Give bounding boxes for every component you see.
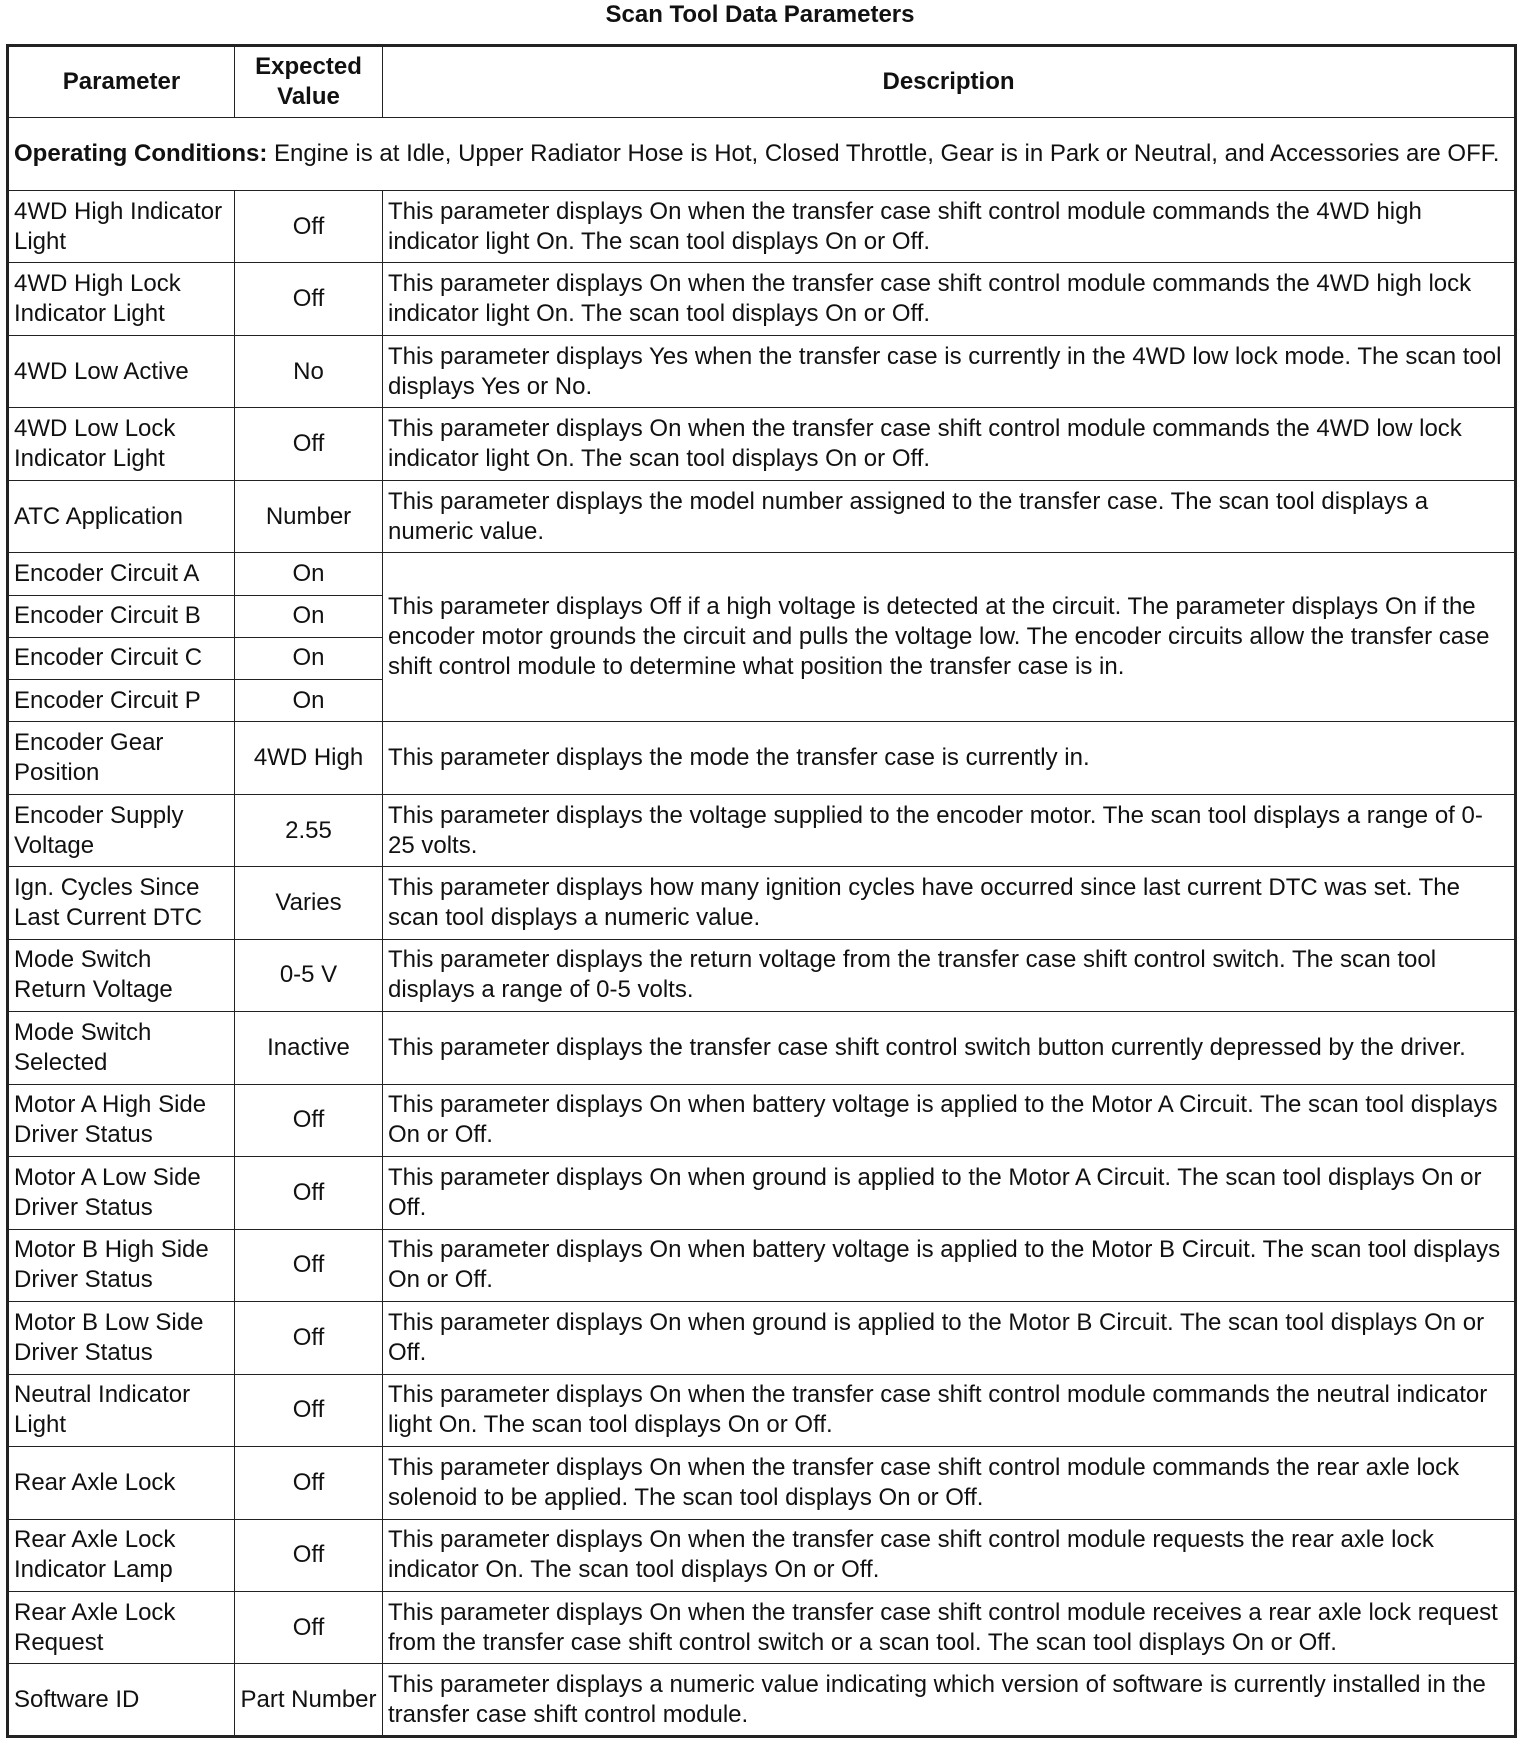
- parameters-table: [6, 44, 1517, 1738]
- description-cell: This parameter displays the transfer case shift control switch button currently depressed by the driver.: [383, 1012, 1516, 1084]
- expected-value-cell: On: [235, 595, 383, 637]
- description-cell: This parameter displays On when ground is applied to the Motor A Circuit. The scan tool displays On or Off.: [383, 1157, 1516, 1229]
- table-row: [8, 722, 1516, 794]
- operating-conditions-row: [8, 118, 1516, 190]
- table-row: [8, 190, 1516, 262]
- header-expected-value: Expected Value: [235, 46, 383, 118]
- expected-value-cell: Part Number: [235, 1664, 383, 1737]
- parameter-cell: Neutral Indicator Light: [8, 1374, 235, 1446]
- parameter-cell: Motor A Low Side Driver Status: [8, 1157, 235, 1229]
- description-cell: This parameter displays On when the transfer case shift control module receives a rear axle lock request from the transfer case shift control switch or a scan tool. The scan tool displays On or Off.: [383, 1591, 1516, 1663]
- parameter-cell: Rear Axle Lock Request: [8, 1591, 235, 1663]
- description-cell: This parameter displays the model number assigned to the transfer case. The scan tool displays a numeric value.: [383, 480, 1516, 552]
- parameter-cell: Rear Axle Lock: [8, 1447, 235, 1519]
- description-cell: This parameter displays the voltage supplied to the encoder motor. The scan tool displays a range of 0-25 volts.: [383, 794, 1516, 866]
- description-cell: This parameter displays On when battery voltage is applied to the Motor A Circuit. The scan tool displays On or Off.: [383, 1084, 1516, 1156]
- expected-value-cell: Off: [235, 1302, 383, 1374]
- expected-value-cell: Off: [235, 1229, 383, 1301]
- table-row: [8, 1012, 1516, 1084]
- parameter-cell: Encoder Circuit C: [8, 637, 235, 679]
- parameter-cell: Encoder Gear Position: [8, 722, 235, 794]
- table-row: [8, 939, 1516, 1011]
- table-row: [8, 1591, 1516, 1663]
- description-cell: This parameter displays On when battery voltage is applied to the Motor B Circuit. The scan tool displays On or Off.: [383, 1229, 1516, 1301]
- parameter-cell: Software ID: [8, 1664, 235, 1737]
- parameter-cell: Encoder Circuit P: [8, 680, 235, 722]
- table-row: [8, 794, 1516, 866]
- parameter-cell: 4WD High Lock Indicator Light: [8, 263, 235, 335]
- parameter-cell: ATC Application: [8, 480, 235, 552]
- expected-value-cell: 0-5 V: [235, 939, 383, 1011]
- expected-value-cell: Off: [235, 263, 383, 335]
- table-row: [8, 1664, 1516, 1737]
- table-row: [8, 1374, 1516, 1446]
- table-row: [8, 553, 1516, 595]
- header-description: Description: [383, 46, 1516, 118]
- description-cell: This parameter displays On when ground is applied to the Motor B Circuit. The scan tool displays On or Off.: [383, 1302, 1516, 1374]
- operating-conditions-label: Operating Conditions:: [14, 140, 268, 168]
- expected-value-cell: Number: [235, 480, 383, 552]
- parameter-cell: Mode Switch Selected: [8, 1012, 235, 1084]
- page-title: Scan Tool Data Parameters: [605, 1, 915, 28]
- table-row: [8, 867, 1516, 939]
- table-row: [8, 335, 1516, 407]
- description-cell: This parameter displays a numeric value indicating which version of software is currently installed in the transfer case shift control module.: [383, 1664, 1516, 1737]
- description-cell: This parameter displays how many ignition cycles have occurred since last current DTC was set. The scan tool displays a numeric value.: [383, 867, 1516, 939]
- header-row: [8, 46, 1516, 118]
- table-row: [8, 263, 1516, 335]
- expected-value-cell: Off: [235, 1447, 383, 1519]
- table-row: [8, 480, 1516, 552]
- expected-value-cell: On: [235, 680, 383, 722]
- parameter-cell: Motor A High Side Driver Status: [8, 1084, 235, 1156]
- table-row: [8, 1447, 1516, 1519]
- description-cell: This parameter displays On when the transfer case shift control module commands the 4WD high lock indicator light On. The scan tool displays On or Off.: [383, 263, 1516, 335]
- description-cell: This parameter displays the mode the transfer case is currently in.: [383, 722, 1516, 794]
- table-row: [8, 1229, 1516, 1301]
- table-row: [8, 1084, 1516, 1156]
- encoder-group-description-cell: This parameter displays Off if a high voltage is detected at the circuit. The parameter displays On if the encoder motor grounds the circuit and pulls the voltage low. The encoder circuits allow the transfer case shift control module to determine what position the transfer case is in.: [383, 553, 1516, 722]
- parameter-cell: Rear Axle Lock Indicator Lamp: [8, 1519, 235, 1591]
- parameter-cell: Mode Switch Return Voltage: [8, 939, 235, 1011]
- table-row: [8, 1157, 1516, 1229]
- table-row: [8, 1302, 1516, 1374]
- description-cell: This parameter displays On when the transfer case shift control module requests the rear axle lock indicator On. The scan tool displays On or Off.: [383, 1519, 1516, 1591]
- expected-value-cell: Off: [235, 190, 383, 262]
- parameter-cell: 4WD Low Active: [8, 335, 235, 407]
- expected-value-cell: Varies: [235, 867, 383, 939]
- parameter-cell: 4WD Low Lock Indicator Light: [8, 408, 235, 480]
- expected-value-cell: Inactive: [235, 1012, 383, 1084]
- description-cell: This parameter displays On when the transfer case shift control module commands the rear axle lock solenoid to be applied. The scan tool displays On or Off.: [383, 1447, 1516, 1519]
- description-cell: This parameter displays On when the transfer case shift control module commands the 4WD low lock indicator light On. The scan tool displays On or Off.: [383, 408, 1516, 480]
- parameter-cell: Motor B Low Side Driver Status: [8, 1302, 235, 1374]
- parameter-cell: Encoder Supply Voltage: [8, 794, 235, 866]
- description-cell: This parameter displays On when the transfer case shift control module commands the neutral indicator light On. The scan tool displays On or Off.: [383, 1374, 1516, 1446]
- description-cell: This parameter displays the return voltage from the transfer case shift control switch. The scan tool displays a range of 0-5 volts.: [383, 939, 1516, 1011]
- table-row: [8, 1519, 1516, 1591]
- parameter-cell: Encoder Circuit A: [8, 553, 235, 595]
- expected-value-cell: Off: [235, 1374, 383, 1446]
- expected-value-cell: Off: [235, 1591, 383, 1663]
- parameter-cell: Ign. Cycles Since Last Current DTC: [8, 867, 235, 939]
- expected-value-cell: No: [235, 335, 383, 407]
- table-row: [8, 408, 1516, 480]
- header-parameter: Parameter: [8, 46, 235, 118]
- expected-value-cell: On: [235, 553, 383, 595]
- expected-value-cell: Off: [235, 408, 383, 480]
- parameter-cell: 4WD High Indicator Light: [8, 190, 235, 262]
- expected-value-cell: Off: [235, 1084, 383, 1156]
- operating-conditions-cell: [8, 118, 1516, 190]
- parameter-cell: Motor B High Side Driver Status: [8, 1229, 235, 1301]
- expected-value-cell: Off: [235, 1519, 383, 1591]
- description-cell: This parameter displays On when the transfer case shift control module commands the 4WD high indicator light On. The scan tool displays On or Off.: [383, 190, 1516, 262]
- expected-value-cell: 2.55: [235, 794, 383, 866]
- expected-value-cell: 4WD High: [235, 722, 383, 794]
- expected-value-cell: On: [235, 637, 383, 679]
- operating-conditions-text: Engine is at Idle, Upper Radiator Hose is Hot, Closed Throttle, Gear is in Park or Neutral, and Accessories are OFF.: [267, 140, 1500, 168]
- expected-value-cell: Off: [235, 1157, 383, 1229]
- description-cell: This parameter displays Yes when the transfer case is currently in the 4WD low lock mode. The scan tool displays Yes or No.: [383, 335, 1516, 407]
- parameter-cell: Encoder Circuit B: [8, 595, 235, 637]
